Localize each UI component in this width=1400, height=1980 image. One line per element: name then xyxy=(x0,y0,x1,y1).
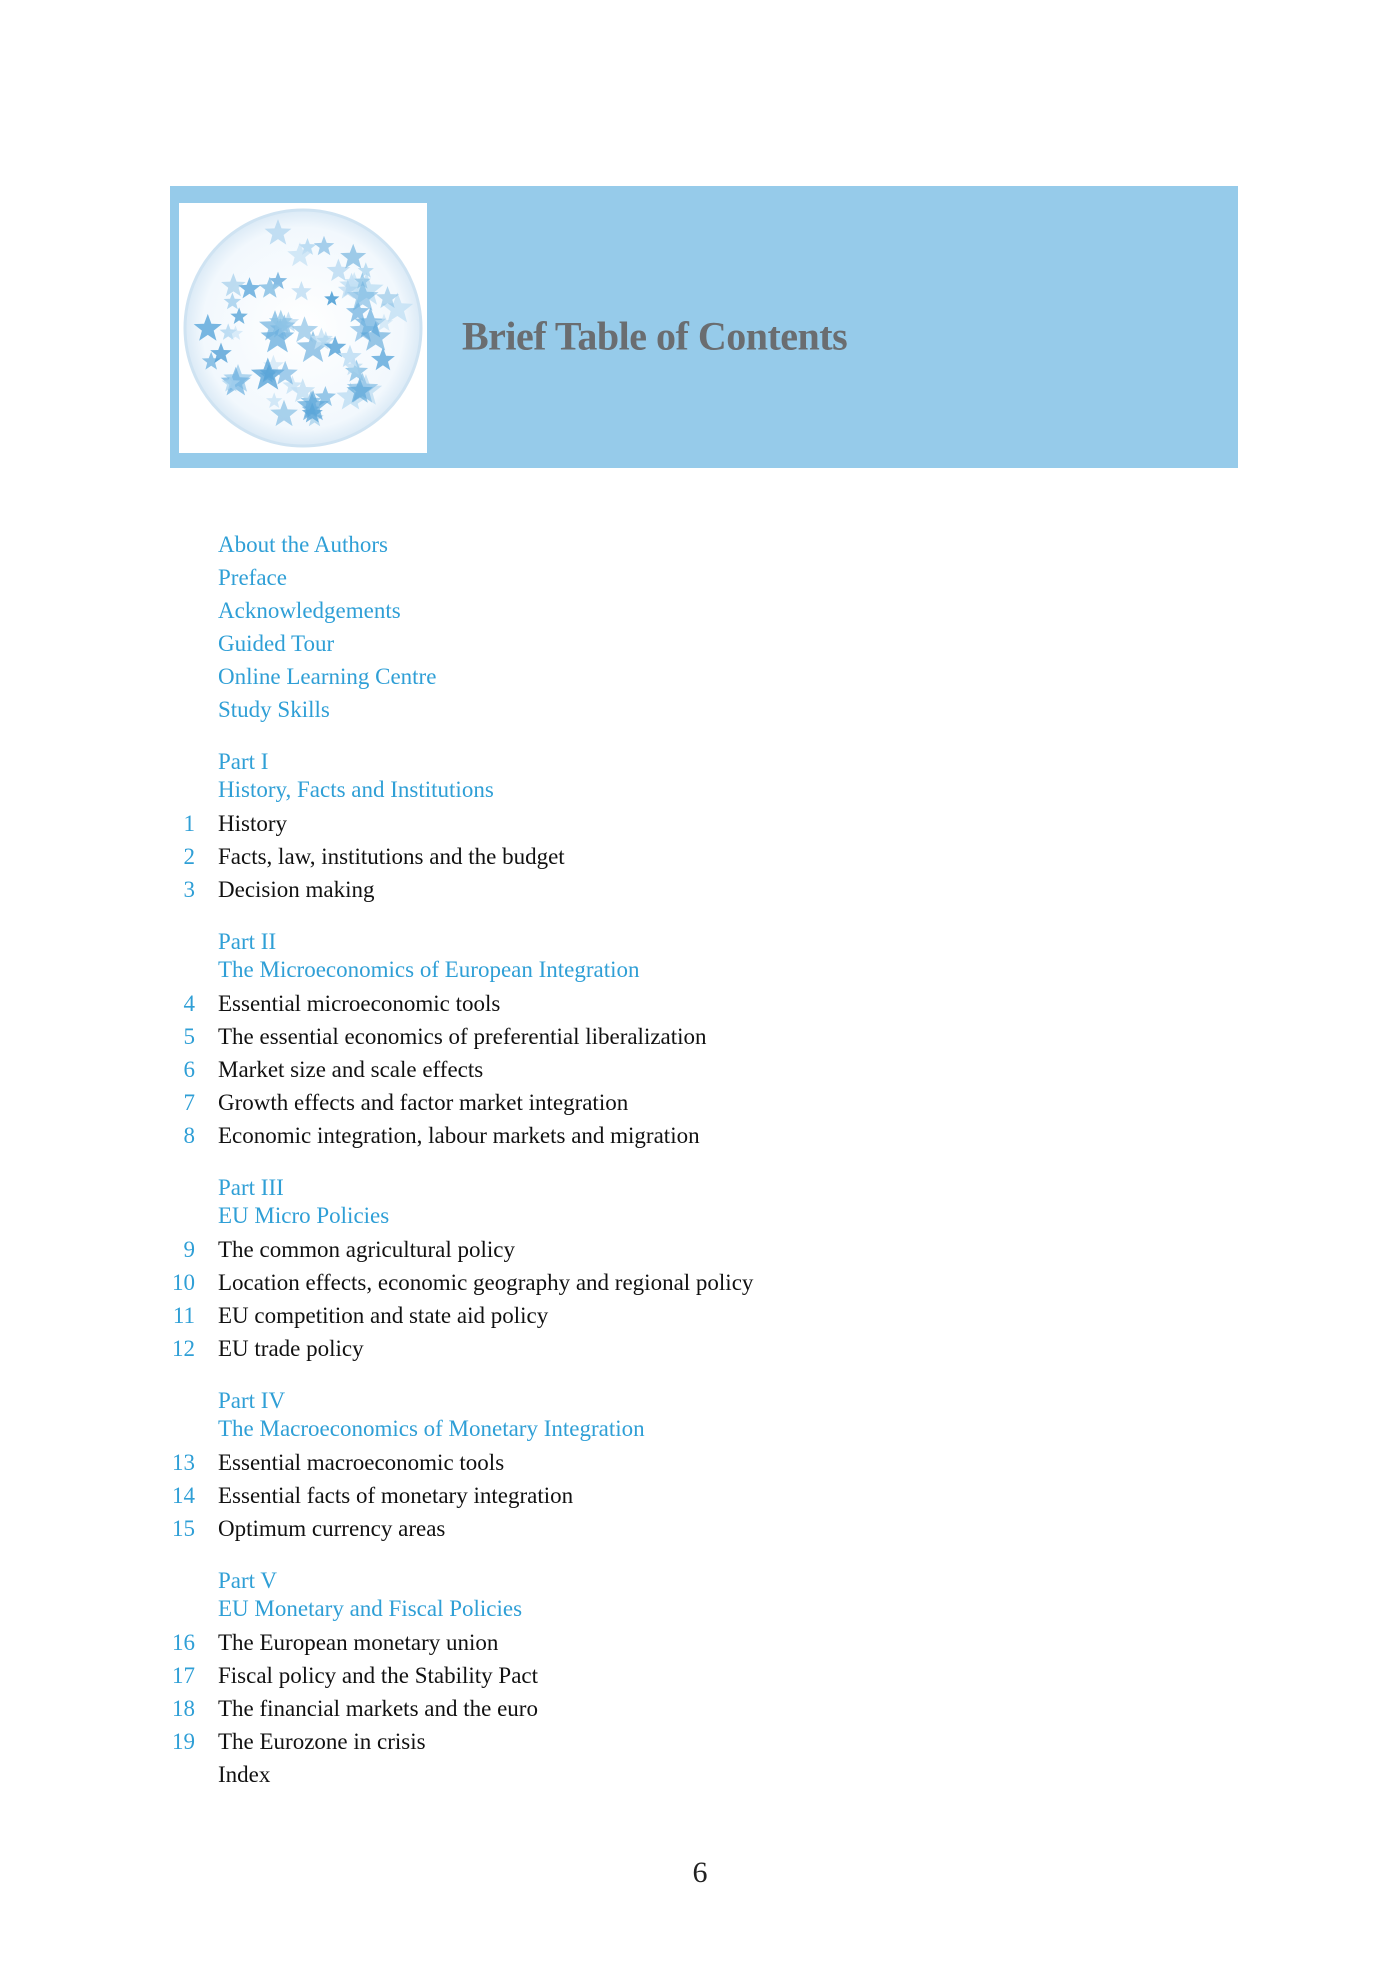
chapter-number: 16 xyxy=(172,1630,195,1655)
part-label[interactable]: Part II xyxy=(218,929,277,954)
part-title[interactable]: EU Micro Policies xyxy=(218,1203,390,1228)
chapter-title[interactable]: Essential facts of monetary integration xyxy=(218,1483,574,1508)
chapter-number: 4 xyxy=(183,991,195,1016)
part-title[interactable]: The Microeconomics of European Integration xyxy=(218,957,640,982)
chapter-number: 1 xyxy=(183,811,195,836)
chapter-number: 6 xyxy=(183,1057,195,1082)
part-title[interactable]: EU Monetary and Fiscal Policies xyxy=(218,1596,523,1621)
part-title[interactable]: The Macroeconomics of Monetary Integration xyxy=(218,1416,645,1441)
front-matter-link[interactable]: Guided Tour xyxy=(218,631,335,656)
chapter-title[interactable]: Growth effects and factor market integration xyxy=(218,1090,629,1115)
part-label[interactable]: Part V xyxy=(218,1568,277,1593)
chapter-title[interactable]: Facts, law, institutions and the budget xyxy=(218,844,565,869)
chapter-number: 5 xyxy=(183,1024,195,1049)
chapter-title[interactable]: Fiscal policy and the Stability Pact xyxy=(218,1663,539,1688)
chapter-title[interactable]: The financial markets and the euro xyxy=(218,1696,538,1721)
chapter-title[interactable]: Decision making xyxy=(218,877,375,902)
chapter-title[interactable]: Essential microeconomic tools xyxy=(218,991,501,1016)
page-title: Brief Table of Contents xyxy=(462,313,848,359)
chapter-number: 2 xyxy=(183,844,195,869)
chapter-number: 8 xyxy=(183,1123,195,1148)
chapter-number: 3 xyxy=(183,877,195,902)
chapter-title[interactable]: Economic integration, labour markets and migration xyxy=(218,1123,700,1148)
chapter-number: 7 xyxy=(183,1090,195,1115)
chapter-title[interactable]: The Eurozone in crisis xyxy=(218,1729,426,1754)
chapter-number: 11 xyxy=(172,1303,195,1328)
chapter-number: 17 xyxy=(172,1663,195,1688)
chapter-title[interactable]: Market size and scale effects xyxy=(218,1057,484,1082)
chapter-number: 13 xyxy=(172,1450,195,1475)
front-matter-link[interactable]: Acknowledgements xyxy=(218,598,401,623)
chapter-number: 14 xyxy=(172,1483,195,1508)
front-matter-link[interactable]: Preface xyxy=(218,565,287,590)
chapter-title[interactable]: History xyxy=(218,811,287,836)
chapter-title[interactable]: EU competition and state aid policy xyxy=(218,1303,549,1328)
part-label[interactable]: Part IV xyxy=(218,1388,286,1413)
chapter-title[interactable]: The essential economics of preferential liberalization xyxy=(218,1024,707,1049)
chapter-number: 19 xyxy=(172,1729,195,1754)
front-matter-link[interactable]: Study Skills xyxy=(218,697,330,722)
chapter-title[interactable]: The European monetary union xyxy=(218,1630,499,1655)
chapter-title[interactable]: Essential macroeconomic tools xyxy=(218,1450,505,1475)
chapter-number: 9 xyxy=(183,1237,195,1262)
chapter-title[interactable]: Location effects, economic geography and regional policy xyxy=(218,1270,754,1295)
part-label[interactable]: Part III xyxy=(218,1175,284,1200)
front-matter-link[interactable]: About the Authors xyxy=(218,532,388,557)
part-label[interactable]: Part I xyxy=(218,749,269,774)
chapter-number: 12 xyxy=(172,1336,195,1361)
part-title[interactable]: History, Facts and Institutions xyxy=(218,777,494,802)
chapter-number: 10 xyxy=(172,1270,195,1295)
chapter-title[interactable]: The common agricultural policy xyxy=(218,1237,515,1262)
chapter-title[interactable]: EU trade policy xyxy=(218,1336,364,1361)
front-matter-link[interactable]: Online Learning Centre xyxy=(218,664,437,689)
chapter-number: 15 xyxy=(172,1516,195,1541)
page-number: 6 xyxy=(692,1856,708,1889)
chapter-number: 18 xyxy=(172,1696,195,1721)
chapter-title[interactable]: Optimum currency areas xyxy=(218,1516,446,1541)
back-matter-link[interactable]: Index xyxy=(218,1762,271,1787)
